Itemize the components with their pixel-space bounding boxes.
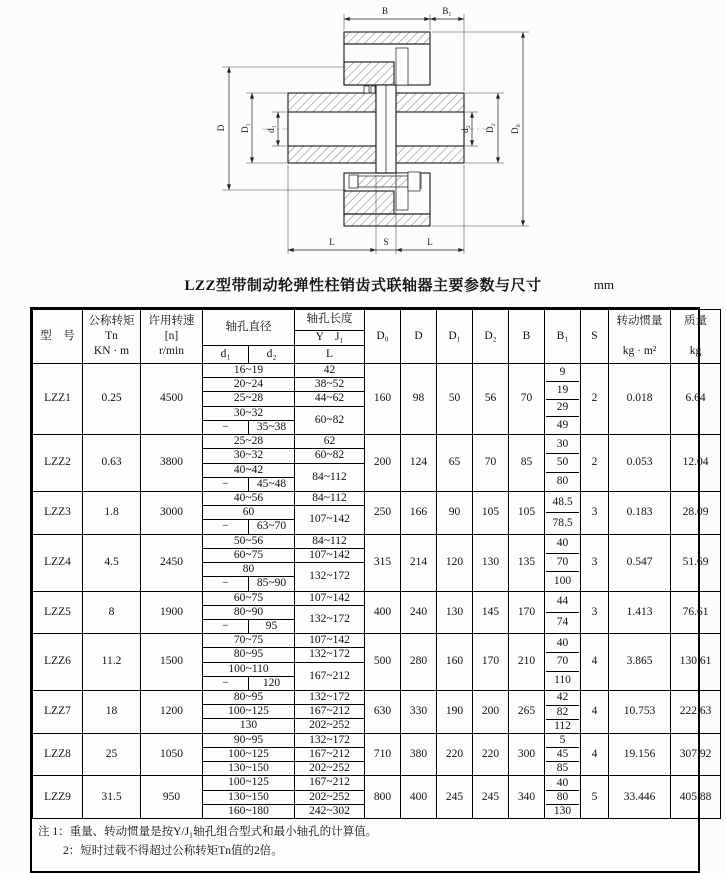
bore-diameter-cell: 100~110 — [203, 662, 295, 676]
speed-cell: 1050 — [141, 733, 203, 776]
mass-cell: 28.09 — [671, 491, 721, 534]
inertia-cell: 3.865 — [609, 634, 671, 691]
D1-cell: 130 — [437, 591, 473, 634]
D2-cell: 170 — [473, 634, 509, 691]
b1-value: 82 — [546, 706, 579, 720]
D2-cell: 105 — [473, 491, 509, 534]
bore-length-cell: 202~252 — [295, 790, 365, 804]
model-cell: LZZ8 — [33, 733, 83, 776]
bore-length-cell: 62 — [295, 435, 365, 449]
model-cell: LZZ2 — [33, 435, 83, 492]
table-notes — [32, 819, 698, 871]
bore-length-cell: 84~112 — [295, 463, 365, 491]
col-header-inertia — [609, 310, 671, 364]
inertia-header-line: 转动惯量 — [616, 314, 663, 327]
spec-table-container — [30, 307, 712, 873]
S-cell: 2 — [581, 435, 609, 492]
D2-cell: 145 — [473, 591, 509, 634]
torque-cell: 25 — [83, 733, 141, 776]
left-hub — [288, 86, 376, 163]
mass-cell: 405.88 — [671, 776, 721, 819]
bore-diameter-cell: 70~75 — [203, 634, 295, 648]
D1-cell: 90 — [437, 491, 473, 534]
D-cell: 400 — [401, 776, 437, 819]
speed-header-line: 许用转速 — [148, 315, 195, 328]
page-title: LZZ型带制动轮弹性柱销齿式联轴器主要参数与尺寸 — [184, 278, 542, 294]
inertia-cell: 0.183 — [609, 491, 671, 534]
model-cell: LZZ6 — [33, 634, 83, 691]
inertia-cell: 0.547 — [609, 534, 671, 591]
bore-length-cell: 202~252 — [295, 762, 365, 776]
D2-cell: 70 — [473, 435, 509, 492]
bore-d1-cell: − — [203, 477, 249, 491]
bore-length-cell: 242~302 — [295, 804, 365, 818]
D0-cell: 400 — [365, 591, 401, 634]
D-cell: 280 — [401, 634, 437, 691]
mass-cell: 51.69 — [671, 534, 721, 591]
mass-cell: 307.92 — [671, 733, 721, 776]
D2-cell: 56 — [473, 364, 509, 435]
b1-stack — [546, 635, 579, 690]
speed-header-line: [n] — [164, 330, 179, 343]
D1-cell: 50 — [437, 364, 473, 435]
D2-cell: 220 — [473, 733, 509, 776]
spec-table — [32, 309, 721, 819]
torque-cell: 31.5 — [83, 776, 141, 819]
b1-value: 80 — [556, 475, 569, 488]
b1-value: 5 — [546, 734, 579, 748]
inertia-cell: 19.156 — [609, 733, 671, 776]
dim-B1 — [430, 6, 464, 91]
col-header-B: B — [509, 310, 545, 364]
bore-length-cell: 84~112 — [295, 491, 365, 505]
spec-row-lzz8-1 — [33, 733, 721, 747]
dim-B — [344, 6, 430, 30]
bore-d2-cell: 63~70 — [249, 520, 295, 534]
D2-cell: 245 — [473, 776, 509, 819]
S-cell: 2 — [581, 364, 609, 435]
b1-value: 9 — [546, 365, 579, 383]
bore-length-cell: 107~142 — [295, 506, 365, 534]
bore-length-cell: 107~142 — [295, 591, 365, 605]
col-header-B1: B₁ — [545, 310, 581, 364]
b1-value: 85 — [556, 762, 569, 775]
torque-cell: 0.25 — [83, 364, 141, 435]
inertia-cell: 1.413 — [609, 591, 671, 634]
bore-length-cell: 167~212 — [295, 776, 365, 790]
bore-length-cell: 107~142 — [295, 548, 365, 562]
D1-cell: 120 — [437, 534, 473, 591]
D-cell: 240 — [401, 591, 437, 634]
bore-length-cell: 167~212 — [295, 662, 365, 690]
b1-value: 40 — [546, 535, 579, 554]
bore-length-cell: 38~52 — [295, 378, 365, 392]
inertia-header-line: kg · m² — [622, 345, 657, 358]
bore-length-cell: 107~142 — [295, 634, 365, 648]
bore-length-cell: 42 — [295, 364, 365, 378]
b1-stack — [546, 691, 579, 732]
D-cell: 380 — [401, 733, 437, 776]
b1-value: 100 — [553, 574, 572, 587]
b1-value: 112 — [554, 719, 571, 732]
spec-table-head — [33, 310, 721, 364]
D1-cell: 190 — [437, 691, 473, 734]
b1-value: 29 — [546, 400, 579, 418]
D0-cell: 160 — [365, 364, 401, 435]
speed-header-line: r/min — [159, 344, 184, 357]
col-header-D1: D₁ — [437, 310, 473, 364]
B-cell: 210 — [509, 634, 545, 691]
elastic-pin-bolt — [349, 172, 421, 191]
coupling-section-drawing — [0, 0, 726, 268]
B1-cell — [545, 591, 581, 634]
dim-label-d1: d₁ — [266, 125, 276, 133]
bore-length-cell: 60~82 — [295, 406, 365, 434]
D0-cell: 710 — [365, 733, 401, 776]
bore-diameter-cell: 130~150 — [203, 762, 295, 776]
bore-diameter-cell: 40~42 — [203, 463, 295, 477]
dim-LSL — [288, 165, 464, 254]
model-cell: LZZ1 — [33, 364, 83, 435]
b1-value: 44 — [546, 592, 579, 613]
torque-header-line: 公称转矩 — [88, 315, 135, 328]
bore-diameter-cell: 80 — [203, 563, 295, 577]
bore-diameter-cell: 20~24 — [203, 378, 295, 392]
dim-label-D: D — [216, 124, 226, 132]
dim-label-S: S — [383, 237, 389, 247]
bore-diameter-cell: 80~95 — [203, 648, 295, 662]
spec-table-body — [33, 364, 721, 819]
B-cell: 85 — [509, 435, 545, 492]
inertia-cell: 33.446 — [609, 776, 671, 819]
mass-cell: 6.64 — [671, 364, 721, 435]
dim-label-B1: B₁ — [442, 6, 452, 16]
bore-diameter-cell: 60 — [203, 506, 295, 520]
D2-cell: 200 — [473, 691, 509, 734]
b1-value: 130 — [553, 805, 572, 818]
B1-cell — [545, 364, 581, 435]
D0-cell: 500 — [365, 634, 401, 691]
B1-cell — [545, 491, 581, 534]
D1-cell: 160 — [437, 634, 473, 691]
dim-label-D0: D₀ — [510, 124, 520, 134]
bore-d2-cell: 35~38 — [249, 420, 295, 434]
bore-diameter-cell: 50~56 — [203, 534, 295, 548]
b1-value: 42 — [546, 691, 579, 705]
B-cell: 70 — [509, 364, 545, 435]
b1-value: 70 — [546, 653, 579, 672]
b1-value: 30 — [546, 436, 579, 455]
mass-cell: 222.63 — [671, 691, 721, 734]
D1-cell: 245 — [437, 776, 473, 819]
spec-row-lzz1-1 — [33, 364, 721, 378]
bore-d1-cell: − — [203, 420, 249, 434]
dim-label-B: B — [381, 6, 389, 16]
b1-stack — [546, 492, 579, 533]
inertia-cell: 0.018 — [609, 364, 671, 435]
b1-value: 49 — [556, 418, 569, 431]
b1-value: 45 — [546, 748, 579, 762]
bore-length-cell: 167~212 — [295, 705, 365, 719]
bore-length-cell: 167~212 — [295, 747, 365, 761]
bore-diameter-cell: 60~75 — [203, 548, 295, 562]
bore-d2-cell: 45~48 — [249, 477, 295, 491]
model-cell: LZZ9 — [33, 776, 83, 819]
torque-cell: 18 — [83, 691, 141, 734]
spec-row-lzz5-1 — [33, 591, 721, 605]
D-cell: 124 — [401, 435, 437, 492]
b1-value: 78.5 — [552, 516, 573, 529]
b1-value: 110 — [554, 674, 571, 687]
S-cell: 3 — [581, 534, 609, 591]
speed-cell: 2450 — [141, 534, 203, 591]
col-header-bore-length: 轴孔长度 — [295, 310, 365, 331]
bore-diameter-cell: 16~19 — [203, 364, 295, 378]
b1-stack — [546, 535, 579, 590]
dim-label-L-left: L — [329, 237, 335, 247]
dim-label-L-right: L — [427, 237, 433, 247]
D1-cell: 65 — [437, 435, 473, 492]
col-header-D2: D₂ — [473, 310, 509, 364]
center-flange — [376, 85, 396, 173]
bore-diameter-cell: 40~56 — [203, 491, 295, 505]
bore-diameter-cell: 25~28 — [203, 435, 295, 449]
speed-cell: 1900 — [141, 591, 203, 634]
b1-value: 19 — [546, 382, 579, 400]
D0-cell: 800 — [365, 776, 401, 819]
technical-drawing — [0, 0, 726, 268]
D0-cell: 250 — [365, 491, 401, 534]
model-cell: LZZ7 — [33, 691, 83, 734]
inertia-cell: 0.053 — [609, 435, 671, 492]
unit-label: mm — [593, 277, 614, 292]
B-cell: 170 — [509, 591, 545, 634]
b1-value: 74 — [556, 616, 569, 629]
title-row — [0, 274, 726, 298]
mass-header-line: kg — [689, 345, 702, 358]
torque-cell: 1.8 — [83, 491, 141, 534]
dim-label-D1: D₁ — [240, 123, 250, 133]
bore-d2-cell: 85~90 — [249, 577, 295, 591]
mass-header-line: 质量 — [684, 314, 707, 327]
S-cell: 5 — [581, 776, 609, 819]
speed-cell: 950 — [141, 776, 203, 819]
model-cell: LZZ3 — [33, 491, 83, 534]
bore-diameter-cell: 25~28 — [203, 392, 295, 406]
bore-length-cell: 132~172 — [295, 605, 365, 633]
bore-diameter-cell: 100~125 — [203, 747, 295, 761]
col-header-torque — [83, 310, 141, 364]
S-cell: 4 — [581, 733, 609, 776]
col-header-D0: D₀ — [365, 310, 401, 364]
b1-value: 40 — [546, 635, 579, 654]
b1-value: 70 — [546, 554, 579, 573]
bore-length-cell: 84~112 — [295, 534, 365, 548]
torque-cell: 0.63 — [83, 435, 141, 492]
torque-header-line: Tn — [105, 330, 118, 343]
col-header-bore-diameter: 轴孔直径 — [203, 310, 295, 346]
col-header-model: 型 号 — [33, 310, 83, 364]
B1-cell — [545, 435, 581, 492]
model-cell: LZZ4 — [33, 534, 83, 591]
col-header-speed — [141, 310, 203, 364]
bore-diameter-cell: 90~95 — [203, 733, 295, 747]
S-cell: 4 — [581, 691, 609, 734]
B-cell: 135 — [509, 534, 545, 591]
speed-cell: 1500 — [141, 634, 203, 691]
col-header-d1: d₁ — [203, 346, 249, 364]
spec-row-lzz6-1 — [33, 634, 721, 648]
right-hub — [396, 93, 464, 163]
D0-cell: 200 — [365, 435, 401, 492]
bore-length-cell: 132~172 — [295, 563, 365, 591]
bore-length-cell: 132~172 — [295, 691, 365, 705]
bore-diameter-cell: 160~180 — [203, 804, 295, 818]
spec-row-lzz9-1 — [33, 776, 721, 790]
bore-diameter-cell: 130~150 — [203, 790, 295, 804]
B1-cell — [545, 691, 581, 734]
brake-wheel-top — [344, 32, 430, 85]
b1-value: 40 — [546, 777, 579, 791]
speed-cell: 3800 — [141, 435, 203, 492]
B1-cell — [545, 534, 581, 591]
S-cell: 3 — [581, 491, 609, 534]
dim-D1 — [240, 93, 287, 163]
B1-cell — [545, 634, 581, 691]
spec-row-lzz7-1 — [33, 691, 721, 705]
bore-length-cell: 44~62 — [295, 392, 365, 406]
model-cell: LZZ5 — [33, 591, 83, 634]
dim-D2 — [465, 93, 504, 163]
b1-stack — [546, 734, 579, 775]
dim-label-d2: d₂ — [460, 125, 470, 133]
torque-cell: 8 — [83, 591, 141, 634]
b1-value: 50 — [546, 454, 579, 473]
bore-d2-cell: 120 — [249, 676, 295, 690]
bore-d2-cell: 95 — [249, 619, 295, 633]
bore-d1-cell: − — [203, 577, 249, 591]
bore-length-cell: 132~172 — [295, 648, 365, 662]
bore-length-cell: 202~252 — [295, 719, 365, 733]
mass-cell: 130.61 — [671, 634, 721, 691]
bore-length-cell: 60~82 — [295, 449, 365, 463]
header-row-1 — [33, 310, 721, 331]
col-header-S: S — [581, 310, 609, 364]
D1-cell: 220 — [437, 733, 473, 776]
dim-label-D2: D₂ — [485, 123, 495, 133]
col-header-mass — [671, 310, 721, 364]
b1-value: 48.5 — [546, 492, 579, 513]
bore-diameter-cell: 30~32 — [203, 406, 295, 420]
b1-stack — [546, 436, 579, 491]
inertia-cell: 10.753 — [609, 691, 671, 734]
bore-diameter-cell: 100~125 — [203, 776, 295, 790]
D0-cell: 630 — [365, 691, 401, 734]
B-cell: 340 — [509, 776, 545, 819]
D2-cell: 130 — [473, 534, 509, 591]
bore-diameter-cell: 30~32 — [203, 449, 295, 463]
D-cell: 166 — [401, 491, 437, 534]
S-cell: 3 — [581, 591, 609, 634]
b1-stack — [546, 777, 579, 818]
bore-diameter-cell: 130 — [203, 719, 295, 733]
speed-cell: 1200 — [141, 691, 203, 734]
S-cell: 4 — [581, 634, 609, 691]
spec-row-lzz2-1 — [33, 435, 721, 449]
torque-cell: 4.5 — [83, 534, 141, 591]
bore-d1-cell: − — [203, 619, 249, 633]
col-header-d2: d₂ — [249, 346, 295, 364]
torque-cell: 11.2 — [83, 634, 141, 691]
speed-cell: 3000 — [141, 491, 203, 534]
B-cell: 105 — [509, 491, 545, 534]
mass-cell: 12.04 — [671, 435, 721, 492]
D0-cell: 315 — [365, 534, 401, 591]
speed-cell: 4500 — [141, 364, 203, 435]
torque-header-line: KN · m — [93, 344, 130, 357]
b1-stack — [546, 365, 579, 434]
B-cell: 265 — [509, 691, 545, 734]
mass-cell: 76.61 — [671, 591, 721, 634]
D-cell: 98 — [401, 364, 437, 435]
col-header-L: L — [295, 346, 365, 364]
bore-diameter-cell: 100~125 — [203, 705, 295, 719]
bore-d1-cell: − — [203, 676, 249, 690]
spec-row-lzz4-1 — [33, 534, 721, 548]
spec-row-lzz3-1 — [33, 491, 721, 505]
B-cell: 300 — [509, 733, 545, 776]
D-cell: 330 — [401, 691, 437, 734]
D-cell: 214 — [401, 534, 437, 591]
B1-cell — [545, 733, 581, 776]
bore-diameter-cell: 80~90 — [203, 605, 295, 619]
B1-cell — [545, 776, 581, 819]
bore-d1-cell: − — [203, 520, 249, 534]
col-header-YJ1: Y J₁ — [295, 331, 365, 346]
note-line-1: 注 1：重量、转动惯量是按Y/J₁轴孔组合型式和最小轴孔的计算值。 — [38, 826, 378, 838]
note-line-2: 2：短时过载不得超过公称转矩Tn值的2倍。 — [63, 844, 283, 857]
b1-value: 80 — [546, 791, 579, 805]
col-header-D: D — [401, 310, 437, 364]
b1-stack — [546, 592, 579, 633]
bore-diameter-cell: 60~75 — [203, 591, 295, 605]
bore-length-cell: 132~172 — [295, 733, 365, 747]
bore-diameter-cell: 80~95 — [203, 691, 295, 705]
